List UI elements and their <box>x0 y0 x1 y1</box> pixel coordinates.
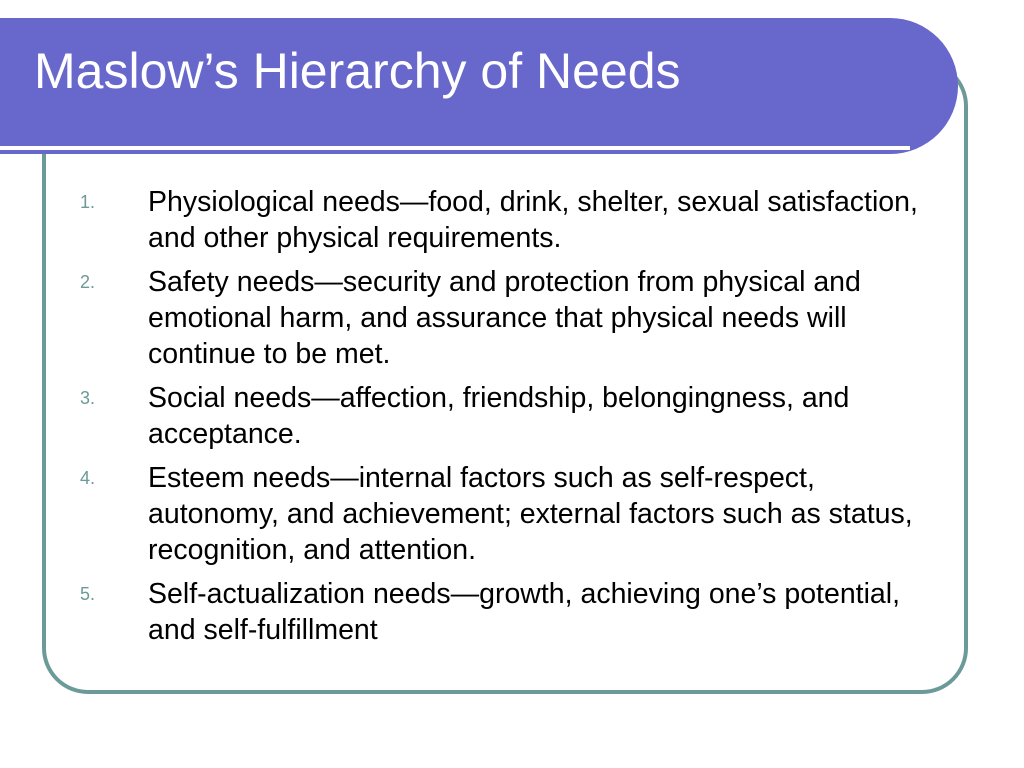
list-item-number: 2. <box>80 272 96 292</box>
list-item <box>80 460 950 568</box>
list-item-number: 3. <box>80 388 96 408</box>
slide-title: Maslow’s Hierarchy of Needs <box>34 43 681 99</box>
list-item <box>80 380 950 452</box>
list-item-text: Safety needs—security and protection from physical and emotional harm, and assurance that physical needs will continue to be met. <box>148 266 861 370</box>
list-item-number: 5. <box>80 584 96 604</box>
title-underline <box>0 146 910 150</box>
list-item <box>80 184 950 256</box>
needs-list <box>80 184 950 656</box>
list-item-number: 4. <box>80 468 96 488</box>
list-item-text: Social needs—affection, friendship, belongingness, and acceptance. <box>148 382 850 450</box>
list-item-text: Esteem needs—internal factors such as self-respect, autonomy, and achievement; external factors such as status, recognition, and attention. <box>148 462 913 566</box>
list-item <box>80 264 950 372</box>
list-item-text: Self-actualization needs—growth, achieving one’s potential, and self-fulfillment <box>148 578 901 646</box>
list-item <box>80 576 950 648</box>
list-item-number: 1. <box>80 192 96 212</box>
list-item-text: Physiological needs—food, drink, shelter, sexual satisfaction, and other physical requirements. <box>148 186 918 254</box>
